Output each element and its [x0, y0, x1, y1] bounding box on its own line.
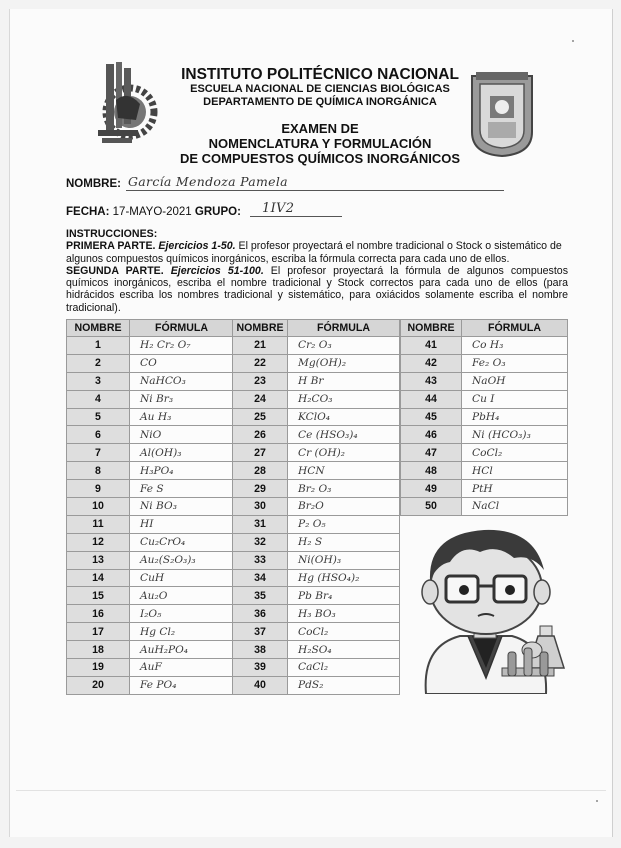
col-header-formula: FÓRMULA [288, 320, 400, 337]
grupo-underline [250, 216, 342, 217]
table-row [401, 426, 568, 444]
exercise-number: 29 [233, 480, 288, 498]
formula-answer: Ni Br₃ [130, 390, 234, 408]
table-row [67, 641, 234, 659]
formula-answer: CoCl₂ [288, 623, 400, 641]
scan-speck [596, 800, 598, 802]
table-row [233, 426, 400, 444]
table-row [67, 659, 234, 677]
table-row [67, 444, 234, 462]
table-row [233, 337, 400, 355]
table-row [233, 390, 400, 408]
table-row [67, 480, 234, 498]
exercise-number: 40 [233, 676, 288, 694]
exercise-number: 31 [233, 515, 288, 533]
table-row [401, 444, 568, 462]
formula-answer: Au₂(S₂O₃)₃ [130, 551, 234, 569]
exercise-number: 48 [401, 462, 462, 480]
table-row [233, 551, 400, 569]
table-row [233, 587, 400, 605]
exercise-number: 25 [233, 408, 288, 426]
exercise-number: 7 [67, 444, 130, 462]
formula-answer: Cr (OH)₂ [288, 444, 400, 462]
exam-title-line1: EXAMEN DE [281, 121, 359, 136]
exercise-number: 28 [233, 462, 288, 480]
fecha-row [66, 206, 241, 218]
formula-answer: CaCl₂ [288, 659, 400, 677]
formula-answer: Ni(OH)₃ [288, 551, 400, 569]
table-row [233, 515, 400, 533]
formula-answer: Hg Cl₂ [130, 623, 234, 641]
formula-answer: H₃ BO₃ [288, 605, 400, 623]
formula-answer: H₂SO₄ [288, 641, 400, 659]
table-row [67, 551, 234, 569]
exercise-number: 1 [67, 337, 130, 355]
exercise-number: 35 [233, 587, 288, 605]
exercise-number: 4 [67, 390, 130, 408]
table-row [67, 569, 234, 587]
formula-answer: HI [130, 515, 234, 533]
formula-answer: P₂ O₅ [288, 515, 400, 533]
table-row [401, 480, 568, 498]
table-row [67, 587, 234, 605]
ipn-logo-icon [96, 60, 160, 146]
grupo-value: 1IV2 [262, 201, 295, 216]
exercise-number: 45 [401, 408, 462, 426]
formula-answer: Br₂ O₃ [288, 480, 400, 498]
exercise-number: 26 [233, 426, 288, 444]
exercise-number: 32 [233, 533, 288, 551]
instructions-title: INSTRUCCIONES: [66, 228, 158, 240]
part2-label: SEGUNDA PARTE. [66, 264, 164, 277]
exercise-number: 8 [67, 462, 130, 480]
part1-label: PRIMERA PARTE. [66, 240, 156, 253]
exercise-number: 37 [233, 623, 288, 641]
formula-answer: PbH₄ [462, 408, 568, 426]
formula-answer: NaOH [462, 372, 568, 390]
table-row [233, 444, 400, 462]
exercise-number: 42 [401, 354, 462, 372]
encb-seal-icon [466, 72, 538, 158]
answer-table-3 [400, 319, 568, 516]
nombre-value: García Mendoza Pamela [128, 174, 288, 189]
table-row [401, 390, 568, 408]
exercise-number: 11 [67, 515, 130, 533]
formula-answer: Mg(OH)₂ [288, 354, 400, 372]
formula-answer: CuH [130, 569, 234, 587]
institute-title: INSTITUTO POLITÉCNICO NACIONAL [181, 66, 459, 83]
formula-answer: HCN [288, 462, 400, 480]
answer-table-1 [66, 319, 234, 695]
fecha-value: 17-MAYO-2021 [112, 206, 192, 218]
table-row [233, 623, 400, 641]
table-row [233, 569, 400, 587]
table-row [67, 354, 234, 372]
formula-answer: H Br [288, 372, 400, 390]
exercise-number: 21 [233, 337, 288, 355]
exercise-number: 16 [67, 605, 130, 623]
formula-answer: NaCl [462, 498, 568, 516]
table-row [233, 462, 400, 480]
formula-answer: PtH [462, 480, 568, 498]
table-row [233, 676, 400, 694]
table-row [233, 641, 400, 659]
table-row [67, 408, 234, 426]
table-row [67, 623, 234, 641]
part2-range: Ejercicios 51-100. [170, 264, 264, 277]
exercise-number: 47 [401, 444, 462, 462]
formula-answer: Ni (HCO₃)₃ [462, 426, 568, 444]
col-header-nombre: NOMBRE [67, 320, 130, 337]
exercise-number: 23 [233, 372, 288, 390]
col-header-nombre: NOMBRE [233, 320, 288, 337]
formula-answer: Ce (HSO₃)₄ [288, 426, 400, 444]
exercise-number: 49 [401, 480, 462, 498]
col-header-formula: FÓRMULA [462, 320, 568, 337]
exercise-number: 34 [233, 569, 288, 587]
table-row [401, 337, 568, 355]
table-row [67, 337, 234, 355]
nombre-underline [126, 190, 504, 191]
formula-answer: Fe₂ O₃ [462, 354, 568, 372]
exercise-number: 3 [67, 372, 130, 390]
formula-answer: Cr₂ O₃ [288, 337, 400, 355]
formula-answer: Ni BO₃ [130, 498, 234, 516]
school-title: ESCUELA NACIONAL DE CIENCIAS BIOLÓGICAS [190, 83, 450, 95]
exercise-number: 18 [67, 641, 130, 659]
table-row [401, 498, 568, 516]
formula-answer: Au H₃ [130, 408, 234, 426]
exercise-number: 22 [233, 354, 288, 372]
formula-answer: CO [130, 354, 234, 372]
table-row [401, 372, 568, 390]
table-row [67, 426, 234, 444]
exercise-number: 19 [67, 659, 130, 677]
exercise-number: 33 [233, 551, 288, 569]
fecha-label: FECHA: [66, 206, 110, 218]
exercise-number: 46 [401, 426, 462, 444]
exercise-number: 10 [67, 498, 130, 516]
col-header-formula: FÓRMULA [130, 320, 234, 337]
table-row [67, 605, 234, 623]
exercise-number: 30 [233, 498, 288, 516]
instructions-part2 [66, 265, 568, 314]
table-row [67, 462, 234, 480]
table-row [401, 408, 568, 426]
formula-answer: Br₂O [288, 498, 400, 516]
exercise-number: 12 [67, 533, 130, 551]
exercise-number: 41 [401, 337, 462, 355]
exercise-number: 9 [67, 480, 130, 498]
formula-answer: I₂O₅ [130, 605, 234, 623]
formula-answer: H₂CO₃ [288, 390, 400, 408]
exercise-number: 44 [401, 390, 462, 408]
formula-answer: H₂ Cr₂ O₇ [130, 337, 234, 355]
table-row [67, 372, 234, 390]
exercise-number: 13 [67, 551, 130, 569]
table-row [67, 498, 234, 516]
formula-answer: NaHCO₃ [130, 372, 234, 390]
instructions [66, 228, 568, 314]
formula-answer: AuH₂PO₄ [130, 641, 234, 659]
exercise-number: 15 [67, 587, 130, 605]
scan-fold-line [16, 790, 606, 791]
formula-answer: KClO₄ [288, 408, 400, 426]
table-row [233, 605, 400, 623]
department-title: DEPARTAMENTO DE QUÍMICA INORGÁNICA [203, 96, 437, 108]
instructions-part1 [66, 240, 568, 265]
part1-text: El profesor proyectará el nombre tradicional o Stock o sistemático de algunos compuestos químicos inorgánicos, escriba la fórmula correcta para cada uno de ellos. [66, 240, 562, 265]
formula-answer: Cu I [462, 390, 568, 408]
col-header-nombre: NOMBRE [401, 320, 462, 337]
table-row [233, 498, 400, 516]
exercise-number: 17 [67, 623, 130, 641]
table-row [233, 408, 400, 426]
exercise-number: 38 [233, 641, 288, 659]
table-row [233, 480, 400, 498]
formula-answer: Al(OH)₃ [130, 444, 234, 462]
part2-text: El profesor proyectará la fórmula de algunos compuestos químicos inorgánicos, escriba el nombre tradicional y Stock correctos para cada uno de ellos (para hidrácidos escriba los nombres tradicional y sistemático, para oxiácidos solamente escriba el nombre tradicional). [66, 264, 568, 314]
exercise-number: 6 [67, 426, 130, 444]
formula-answer: PdS₂ [288, 676, 400, 694]
grupo-label: GRUPO: [194, 206, 241, 218]
table-row [67, 676, 234, 694]
formula-answer: CoCl₂ [462, 444, 568, 462]
formula-answer: Cu₂CrO₄ [130, 533, 234, 551]
exercise-number: 20 [67, 676, 130, 694]
exercise-number: 27 [233, 444, 288, 462]
exercise-number: 36 [233, 605, 288, 623]
table-row [401, 354, 568, 372]
formula-answer: AuF [130, 659, 234, 677]
scan-speck [572, 40, 574, 42]
exam-title [170, 121, 470, 166]
exam-title-line2: NOMENCLATURA Y FORMULACIÓN [208, 136, 432, 151]
table-row [233, 533, 400, 551]
part1-range: Ejercicios 1-50. [158, 240, 236, 253]
exercise-number: 14 [67, 569, 130, 587]
exercise-number: 5 [67, 408, 130, 426]
table-row [67, 533, 234, 551]
table-row [67, 390, 234, 408]
scientist-kid-illustration [402, 518, 570, 694]
table-row [233, 659, 400, 677]
formula-answer: H₃PO₄ [130, 462, 234, 480]
exercise-number: 24 [233, 390, 288, 408]
formula-answer: H₂ S [288, 533, 400, 551]
exercise-number: 2 [67, 354, 130, 372]
formula-answer: HCl [462, 462, 568, 480]
answer-table-2 [232, 319, 400, 695]
table-row [67, 515, 234, 533]
table-row [233, 372, 400, 390]
nombre-label: NOMBRE: [66, 178, 121, 190]
formula-answer: NiO [130, 426, 234, 444]
table-row [233, 354, 400, 372]
formula-answer: Fe PO₄ [130, 676, 234, 694]
exercise-number: 50 [401, 498, 462, 516]
formula-answer: Hg (HSO₄)₂ [288, 569, 400, 587]
exam-title-line3: DE COMPUESTOS QUÍMICOS INORGÁNICOS [179, 151, 460, 166]
exercise-number: 43 [401, 372, 462, 390]
table-row [401, 462, 568, 480]
formula-answer: Au₂O [130, 587, 234, 605]
formula-answer: Co H₃ [462, 337, 568, 355]
formula-answer: Pb Br₄ [288, 587, 400, 605]
formula-answer: Fe S [130, 480, 234, 498]
exercise-number: 39 [233, 659, 288, 677]
